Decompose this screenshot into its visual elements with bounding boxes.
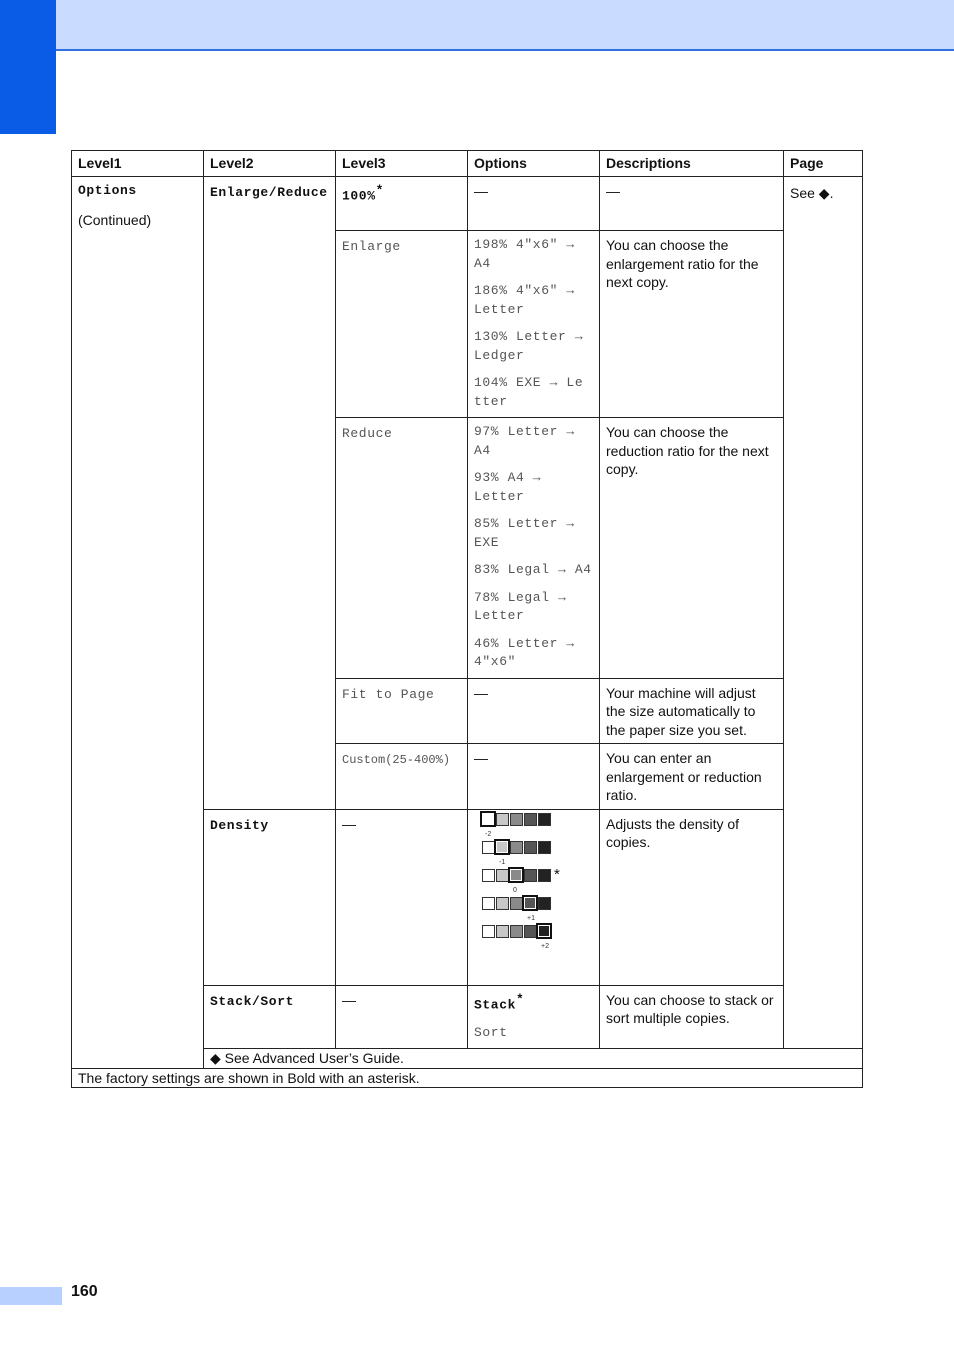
density-square xyxy=(524,813,537,826)
options-stack-sort: Stack* Sort xyxy=(468,985,600,1049)
density-level-row xyxy=(474,838,593,866)
density-square xyxy=(482,925,495,938)
option-sort: Sort xyxy=(474,1024,508,1040)
options-custom: — xyxy=(468,744,600,810)
density-square xyxy=(524,841,537,854)
page-tab xyxy=(0,1287,62,1305)
density-square xyxy=(480,811,496,827)
level3-100: 100%* xyxy=(336,177,468,231)
option-item: 83% Legal → A4 xyxy=(474,562,592,577)
density-level-label: +2 xyxy=(541,942,549,950)
density-square xyxy=(510,841,523,854)
footnote-row xyxy=(72,1068,863,1088)
density-square xyxy=(536,923,552,939)
level3-custom: Custom(25-400%) xyxy=(336,744,468,810)
header-level1: Level1 xyxy=(72,151,204,177)
level2-density: Density xyxy=(204,809,336,985)
density-square xyxy=(524,869,537,882)
density-square xyxy=(538,841,551,854)
option-item: 198% 4"x6" → A4 xyxy=(474,237,575,271)
option-item: 130% Letter → Ledger xyxy=(474,329,584,363)
density-level-row xyxy=(474,922,593,950)
density-square xyxy=(482,897,495,910)
description-fit: Your machine will adjust the size automatically to the paper size you set. xyxy=(600,678,784,744)
options-100: — xyxy=(468,177,600,231)
density-square xyxy=(508,867,524,883)
description-custom: You can enter an enlargement or reduction ratio. xyxy=(600,744,784,810)
description-reduce: You can choose the reduction ratio for the next copy. xyxy=(600,418,784,679)
density-square xyxy=(494,839,510,855)
density-square xyxy=(496,897,509,910)
header-level3: Level3 xyxy=(336,151,468,177)
level2-enlarge-reduce: Enlarge/Reduce xyxy=(204,177,336,810)
header-level2: Level2 xyxy=(204,151,336,177)
density-level-label: +1 xyxy=(527,914,535,922)
density-level-row xyxy=(474,866,593,894)
options-fit: — xyxy=(468,678,600,744)
description-100: — xyxy=(600,177,784,231)
page-reference: See ◆. xyxy=(784,177,863,1049)
density-square xyxy=(510,813,523,826)
density-square xyxy=(482,869,495,882)
level2-stack-sort: Stack/Sort xyxy=(204,985,336,1049)
density-square xyxy=(538,897,551,910)
density-square xyxy=(538,813,551,826)
level1-cell xyxy=(72,177,204,1069)
density-level-label: 0 xyxy=(513,886,517,894)
density-square xyxy=(510,925,523,938)
option-item: 46% Letter → 4"x6" xyxy=(474,635,575,669)
option-item: 78% Legal → Letter xyxy=(474,589,567,623)
chapter-tab xyxy=(0,0,56,134)
level3-fit-to-page: Fit to Page xyxy=(336,678,468,744)
density-square xyxy=(522,895,538,911)
density-square xyxy=(538,869,551,882)
header-page: Page xyxy=(784,151,863,177)
description-enlarge: You can choose the enlargement ratio for the next copy. xyxy=(600,231,784,418)
page-number: 160 xyxy=(71,1283,98,1300)
density-level-row xyxy=(474,810,593,838)
option-item: 93% A4 → Letter xyxy=(474,470,542,504)
option-item: 85% Letter → EXE xyxy=(474,516,575,550)
level1-name: Options xyxy=(78,183,137,198)
option-item: 186% 4"x6" → Letter xyxy=(474,283,575,317)
default-marker: * xyxy=(554,865,560,883)
level1-continued: (Continued) xyxy=(78,211,152,228)
header-options: Options xyxy=(468,151,600,177)
settings-table xyxy=(71,150,863,1088)
density-level-row xyxy=(474,894,593,922)
table-row xyxy=(72,177,863,231)
density-level-label: -1 xyxy=(499,858,506,866)
density-options xyxy=(468,809,600,985)
level3-density: — xyxy=(336,809,468,985)
level3-stack-sort: — xyxy=(336,985,468,1049)
options-enlarge xyxy=(468,231,600,418)
option-stack: Stack xyxy=(474,997,517,1013)
description-stack-sort: You can choose to stack or sort multiple copies. xyxy=(600,985,784,1049)
option-item: 97% Letter → A4 xyxy=(474,424,575,458)
description-density: Adjusts the density of copies. xyxy=(600,809,784,985)
level3-enlarge: Enlarge xyxy=(336,231,468,418)
density-scale xyxy=(474,810,593,950)
footnote-factory: The factory settings are shown in Bold with an asterisk. xyxy=(72,1068,863,1088)
header-row xyxy=(72,151,863,177)
density-square xyxy=(496,813,509,826)
density-level-label: -2 xyxy=(485,830,492,838)
density-square xyxy=(496,925,509,938)
option-item: 104% EXE → Le tter xyxy=(474,375,584,409)
options-reduce xyxy=(468,418,600,679)
header-descriptions: Descriptions xyxy=(600,151,784,177)
level3-reduce: Reduce xyxy=(336,418,468,679)
footnote-advanced: ◆ See Advanced User’s Guide. xyxy=(204,1049,863,1069)
header-band xyxy=(0,0,954,51)
